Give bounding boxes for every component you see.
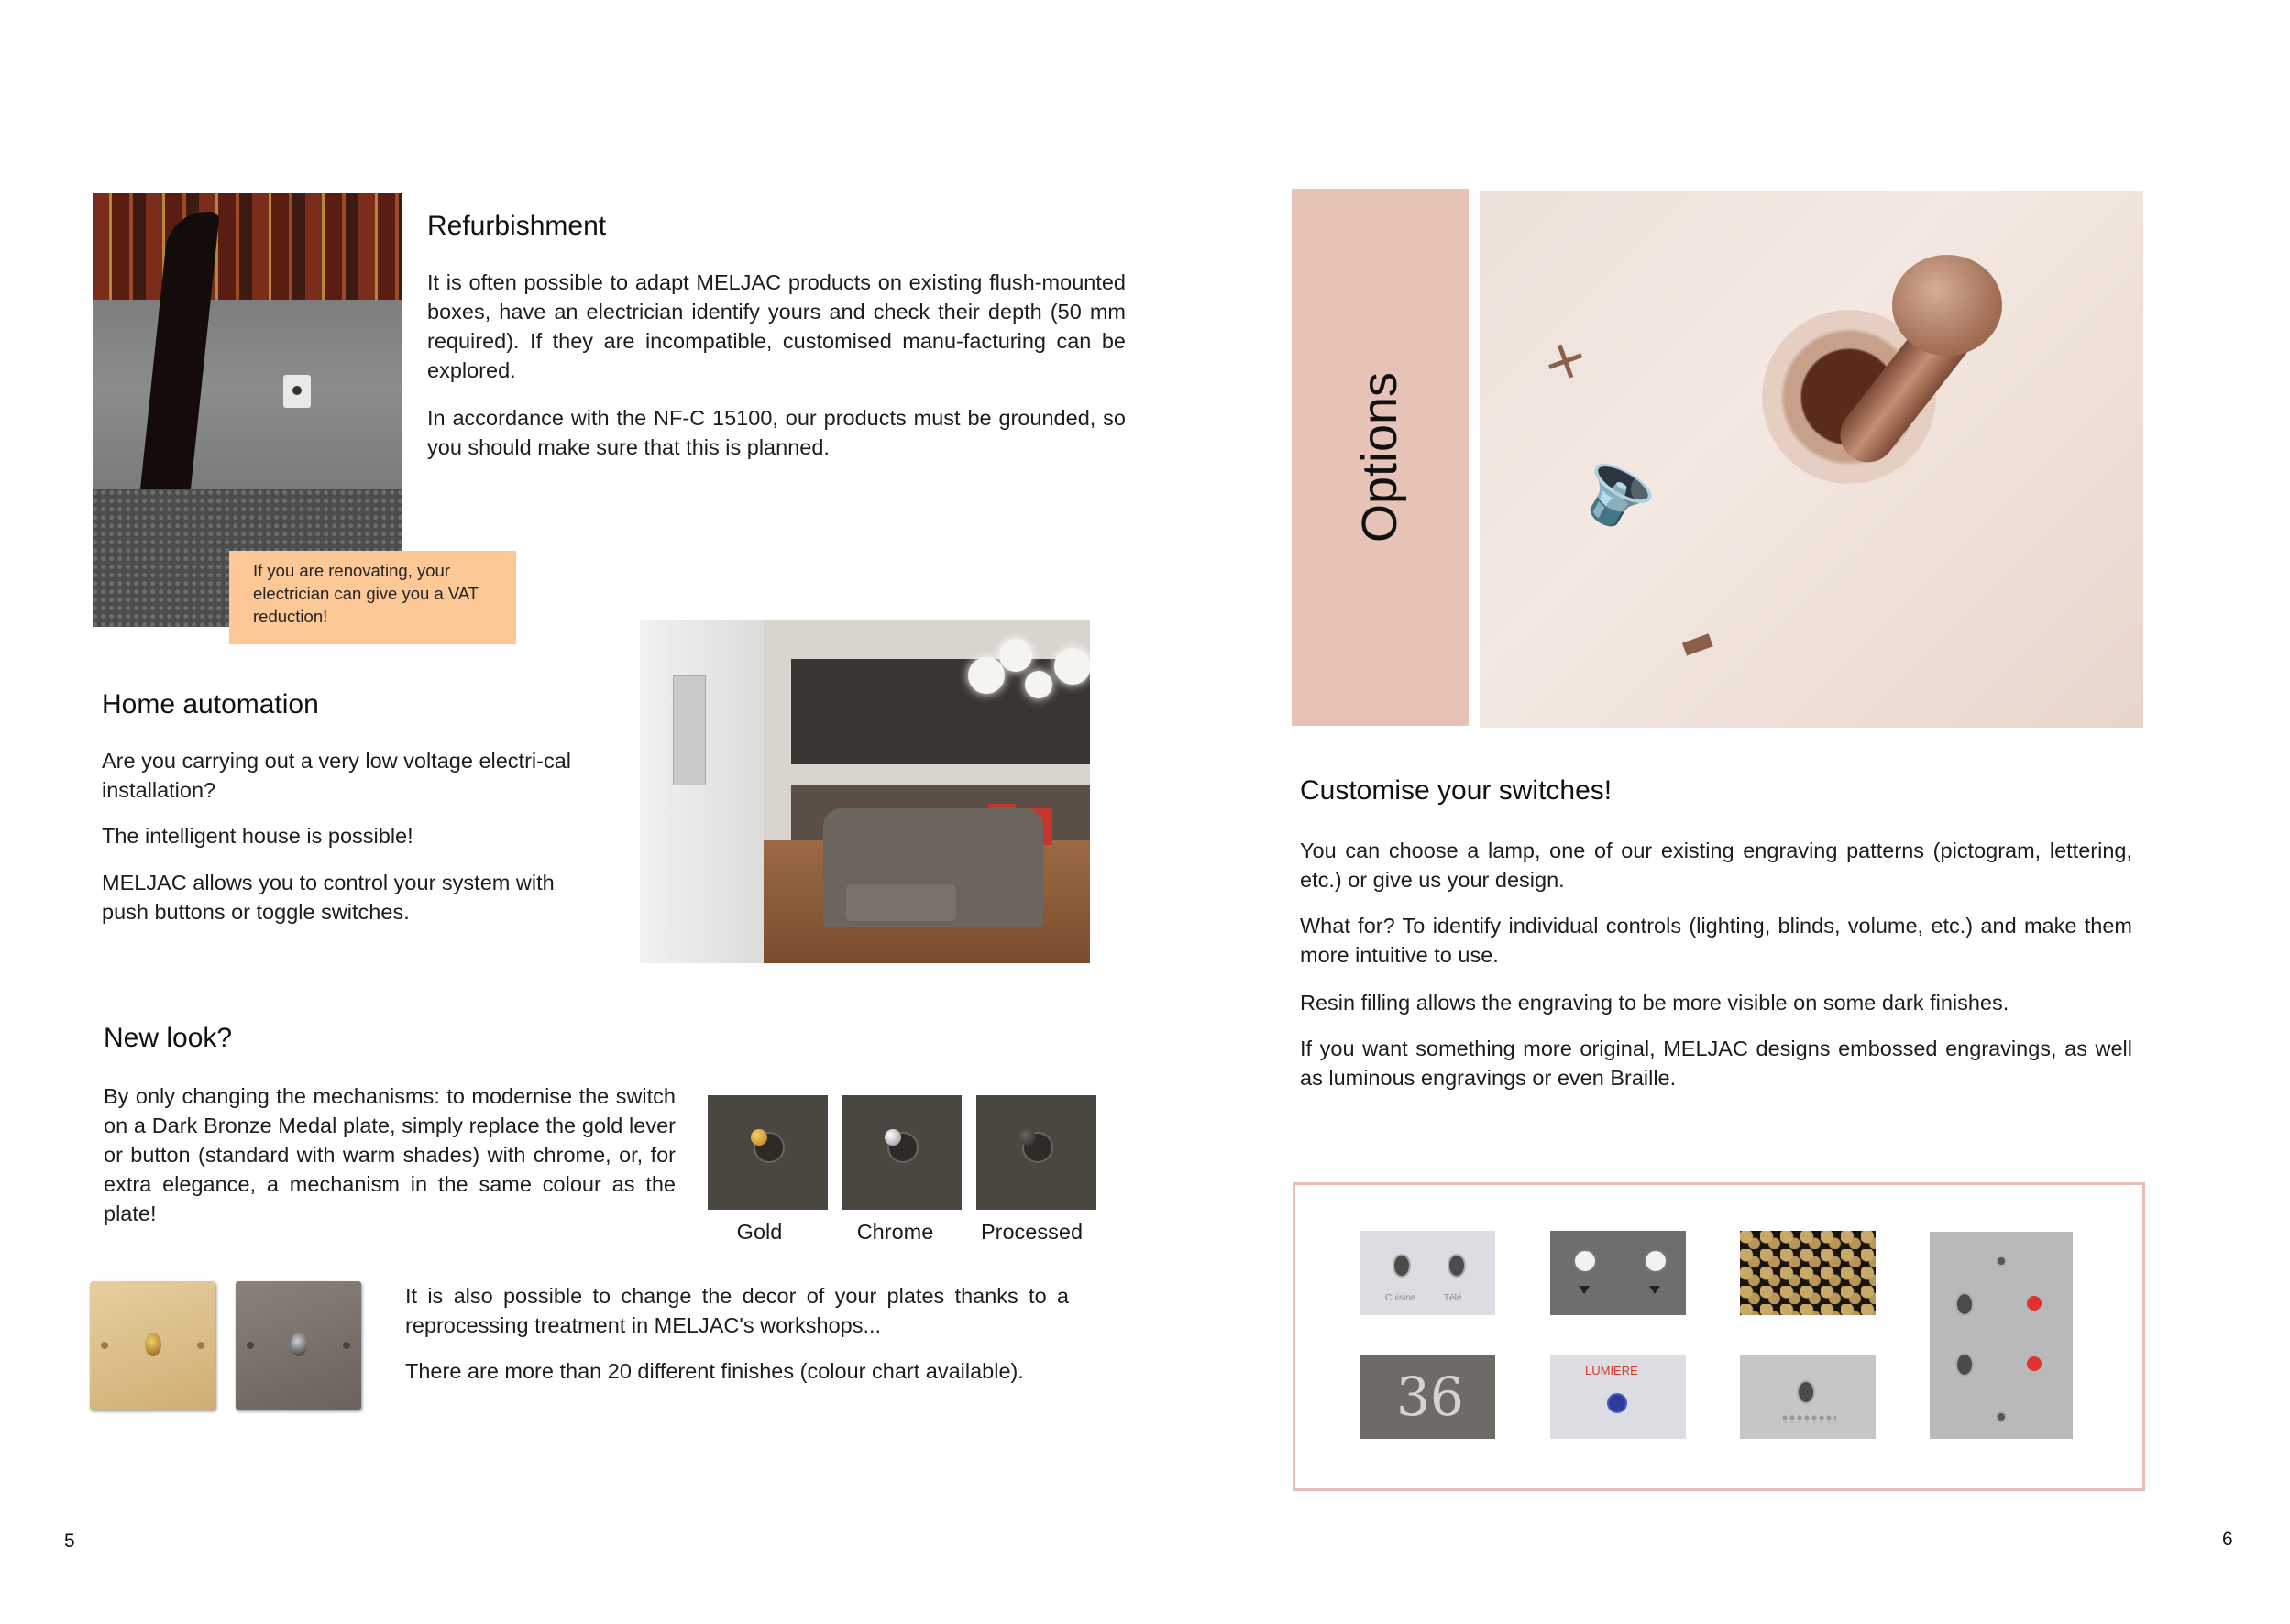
new-look-title: New look? [104,1023,233,1053]
engraving-examples-box [1293,1182,2145,1491]
finish-swatch-gold [708,1095,828,1210]
finish-label-processed: Processed [980,1220,1084,1244]
refurbishment-title: Refurbishment [427,211,607,241]
page-number-left: 5 [64,1531,75,1552]
cuisine-label: Cuisine [1385,1293,1416,1303]
home-automation-paragraph-2: The intelligent house is possible! [102,824,413,848]
customise-title: Customise your switches! [1300,775,1613,806]
finish-label-chrome: Chrome [856,1220,934,1244]
example-pattern-plate [1740,1231,1876,1315]
refurbishment-paragraph-2: In accordance with the NF-C 15100, our products must be grounded, so you should make sure that this is planned. [427,406,1126,459]
finish-swatch-processed [976,1095,1096,1210]
wall-socket [283,375,311,408]
tele-label: Télé [1444,1293,1462,1303]
example-luminous-plate [1930,1232,2073,1439]
example-braille-plate [1740,1355,1876,1439]
example-embossed-plate [1360,1355,1495,1439]
example-lettering-plate [1360,1231,1495,1315]
number-36-engraving: 36 [1396,1366,1464,1428]
home-automation-title: Home automation [102,689,319,719]
living-room-photo [640,620,1090,963]
refurbishment-paragraph-1: It is often possible to adapt MELJAC products on existing flush-mounted boxes, have an electrician identify yours and check their depth (50 mm required). If they are incompatible, customised manu-facturing can be explored. [427,270,1126,382]
speaker-engraving-icon: 🔈 [1569,427,1679,534]
options-section-band [1292,189,1469,726]
wall-switch-panel [673,675,706,785]
customise-paragraph-3: Resin filling allows the engraving to be more visible on some dark finishes. [1300,991,2009,1015]
page-number-right: 6 [2222,1529,2233,1550]
plus-engraving-icon: + [1532,322,1598,399]
brass-plate-image [90,1281,215,1410]
finish-swatch-chrome [842,1095,962,1210]
new-look-paragraph-3: There are more than 20 different finishes (colour chart available). [405,1359,1024,1383]
options-label: Options [1352,371,1407,543]
customise-paragraph-1: You can choose a lamp, one of our existing engraving patterns (pictogram, lettering, etc.) or give us your design. [1300,839,2132,892]
bronze-plate-image [236,1281,361,1410]
vat-reduction-note: If you are renovating, your electrician can give you a VAT reduction! [229,551,516,644]
home-automation-paragraph-1: Are you carrying out a very low voltage electri-cal installation? [102,749,571,802]
home-automation-paragraph-3: MELJAC allows you to control your system with push buttons or toggle switches. [102,871,555,924]
new-look-paragraph-2: It is also possible to change the decor of your plates thanks to a reprocessing treatment in MELJAC's workshops... [405,1284,1069,1337]
lumiere-label: LUMIERE [1585,1364,1638,1377]
minus-engraving-icon: ▬ [1673,616,1721,669]
customise-paragraph-4: If you want something more original, MELJAC designs embossed engravings, as well as luminous engravings or even Braille. [1300,1037,2132,1090]
customise-paragraph-2: What for? To identify individual controls (lighting, blinds, volume, etc.) and make them more intuitive to use. [1300,914,2132,967]
example-lumiere-plate [1550,1355,1686,1439]
finish-label-gold: Gold [736,1220,783,1244]
example-pictogram-plate [1550,1231,1686,1315]
new-look-paragraph-1: By only changing the mechanisms: to modernise the switch on a Dark Bronze Medal plate, simply replace the gold lever or button (standard with warm shades) with chrome, or, for extra elegance, a mechanism in the same colour as the plate! [104,1084,676,1225]
engraved-toggle-photo [1480,191,2143,728]
